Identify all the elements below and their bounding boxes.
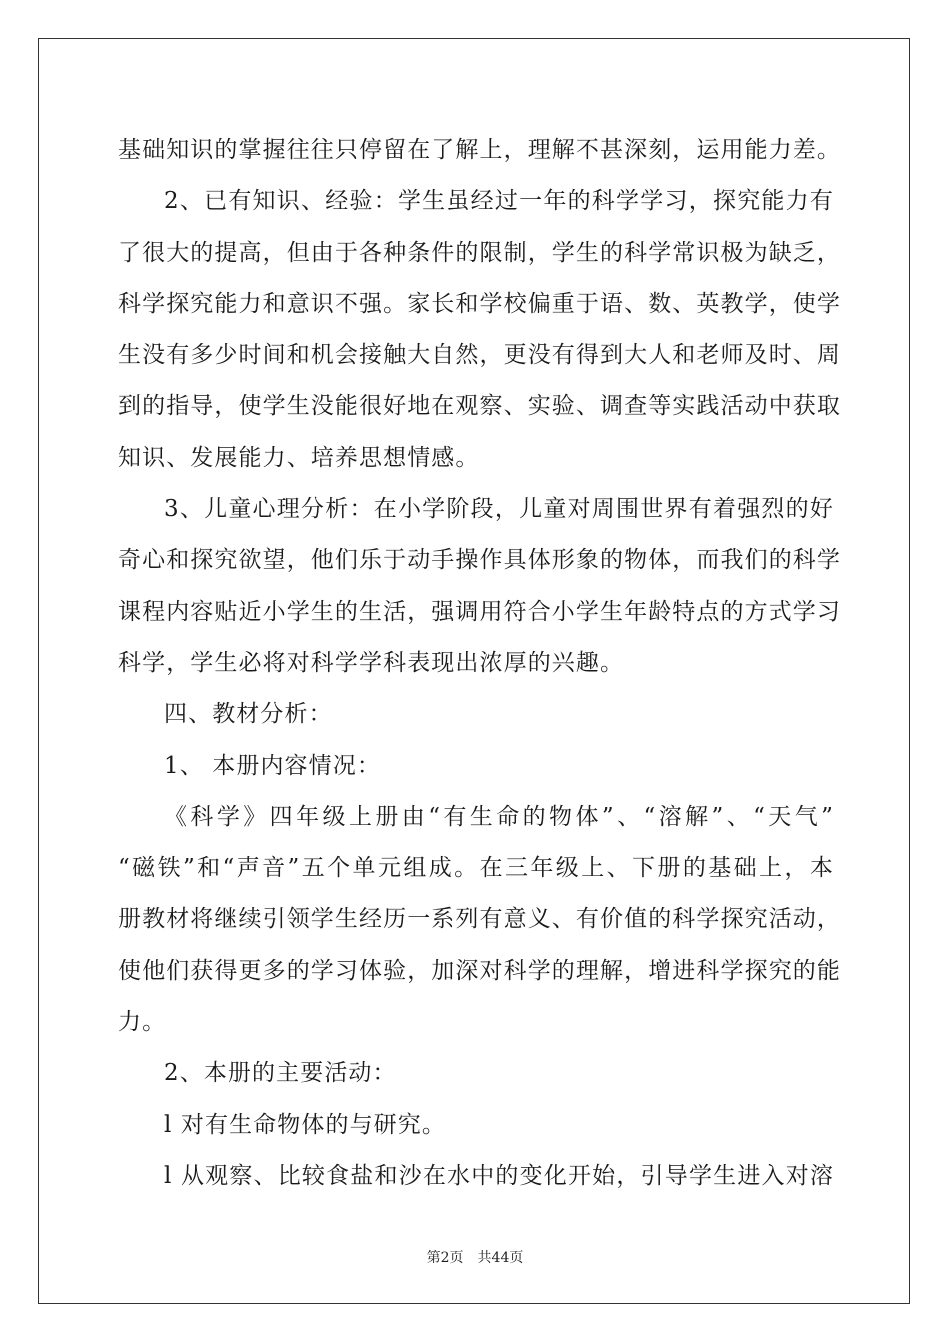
text-line: 册教材将继续引领学生经历一系列有意义、有价值的科学探究活动， — [118, 906, 841, 933]
text-line: 2、已有知识、经验：学生虽经过一年的科学学习，探究能力有 — [164, 188, 834, 215]
text-line: 基础知识的掌握往往只停留在了解上，理解不甚深刻，运用能力差。 — [118, 137, 841, 163]
text-line: l 从观察、比较食盐和沙在水中的变化开始，引导学生进入对溶 — [164, 1162, 834, 1189]
document-body — [118, 130, 841, 1207]
text-line: 到的指导，使学生没能很好地在观察、实验、调查等实践活动中获取 — [118, 393, 841, 420]
text-line: 《科学》四年级上册由“有生命的物体”、“溶解”、“天气” — [164, 803, 834, 830]
text-line: 1、 本册内容情况： — [164, 752, 381, 779]
text-line: “磁铁”和“声音”五个单元组成。在三年级上、下册的基础上，本 — [118, 855, 834, 882]
page-total: 共44页 — [477, 1250, 524, 1266]
text-line: 科学，学生必将对科学学科表现出浓厚的兴趣。 — [118, 649, 625, 676]
page-number: 第2页 — [426, 1250, 464, 1266]
text-line: 使他们获得更多的学习体验，加深对科学的理解，增进科学探究的能 — [118, 957, 841, 984]
text-line: 科学探究能力和意识不强。家长和学校偏重于语、数、英教学，使学 — [118, 290, 841, 317]
page-footer — [0, 1247, 950, 1267]
text-line: 了很大的提高，但由于各种条件的限制，学生的科学常识极为缺乏， — [118, 239, 841, 266]
text-line: 课程内容贴近小学生的生活，强调用符合小学生年龄特点的方式学习 — [118, 598, 841, 625]
text-line: 生没有多少时间和机会接触大自然，更没有得到大人和老师及时、周 — [118, 342, 841, 369]
text-line: 力。 — [118, 1009, 167, 1036]
text-line: 知识、发展能力、培养思想情感。 — [118, 444, 480, 471]
text-line: 3、儿童心理分析：在小学阶段，儿童对周围世界有着强烈的好 — [164, 496, 834, 523]
text-line: 2、本册的主要活动： — [164, 1060, 397, 1087]
text-line: l 对有生命物体的与研究。 — [164, 1111, 446, 1138]
text-line: 四、教材分析： — [164, 701, 333, 728]
text-line: 奇心和探究欲望，他们乐于动手操作具体形象的物体，而我们的科学 — [118, 547, 841, 574]
